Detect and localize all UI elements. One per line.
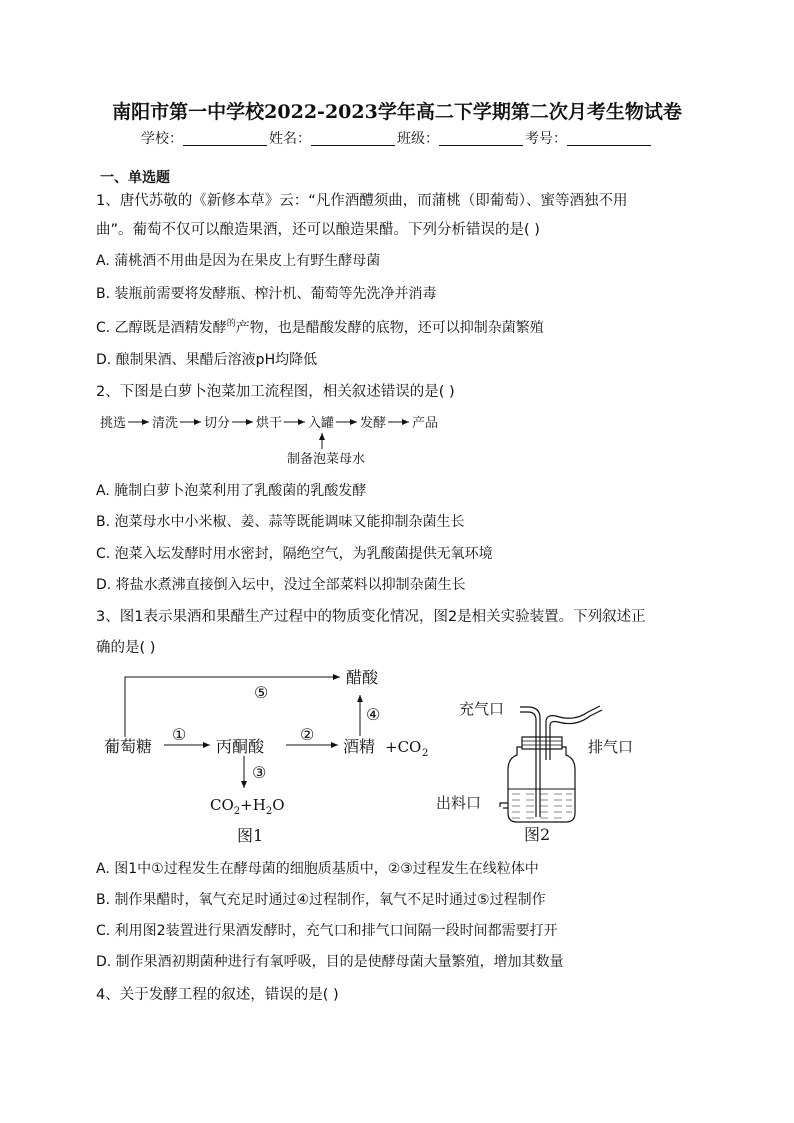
q1-option-c-part1: C. 乙醇既是酒精发酵 xyxy=(96,320,227,336)
fig1-alcohol: 酒精 xyxy=(343,737,376,756)
fig1-label-5: ⑤ xyxy=(254,683,269,702)
fig2-inlet-label: 充气口 xyxy=(459,700,505,718)
q3-stem-line2: 确的是( ) xyxy=(96,640,156,656)
fig1-co2h2o-b: +H xyxy=(240,796,266,814)
q2-option-b: B. 泡菜母水中小米椒、姜、蒜等既能调味又能抑制杂菌生长 xyxy=(96,514,465,530)
q2-option-a: A. 腌制白萝卜泡菜利用了乳酸菌的乳酸发酵 xyxy=(96,483,367,499)
fig1-glucose: 葡萄糖 xyxy=(104,737,153,756)
q1-option-b: B. 装瓶前需要将发酵瓶、榨汁机、葡萄等先洗净并消毒 xyxy=(96,286,437,302)
q1-option-c-sup: 的 xyxy=(226,319,236,329)
flow-step-1: 挑选 xyxy=(100,416,127,431)
q1-option-d: D. 酿制果酒、果醋后溶液pH均降低 xyxy=(96,352,318,368)
name-label: 姓名： xyxy=(269,131,311,147)
q1-stem-line1: 1、唐代苏敬的《新修本草》云：“凡作酒醴须曲，而蒲桃（即葡萄）、蜜等酒独不用 xyxy=(96,193,628,209)
fig2-stopper xyxy=(522,737,562,749)
flow-step-3: 切分 xyxy=(204,416,231,431)
fig1-co2h2o-a: CO xyxy=(210,796,234,814)
fig1-plus-co2: +CO xyxy=(385,738,422,756)
fig2-discharge-spout xyxy=(500,803,508,807)
q2-option-d: D. 将盐水煮沸直接倒入坛中，没过全部菜料以抑制杂菌生长 xyxy=(96,577,466,593)
fig1-label-2: ② xyxy=(300,725,315,744)
flow-input-label: 制备泡菜母水 xyxy=(287,452,366,467)
class-label: 班级： xyxy=(397,131,439,147)
fig1-co2h2o-sub2: 2 xyxy=(265,806,273,817)
q2-option-c: C. 泡菜入坛发酵时用水密封，隔绝空气，为乳酸菌提供无氧环境 xyxy=(96,546,493,562)
fig1-co2h2o-sub1: 2 xyxy=(233,806,241,817)
flow-step-7: 产品 xyxy=(412,416,439,431)
q3-option-b: B. 制作果醋时，氧气充足时通过④过程制作，氧气不足时通过⑤过程制作 xyxy=(96,892,546,908)
fig1-label-1: ① xyxy=(172,725,187,744)
fig1-label-3: ③ xyxy=(252,763,267,782)
fig1-caption: 图1 xyxy=(237,826,264,845)
flow-step-6: 发酵 xyxy=(360,416,387,431)
q3-option-d: D. 制作果酒初期菌种进行有氧呼吸，目的是使酵母菌大量繁殖，增加其数量 xyxy=(96,954,564,970)
flow-step-5: 入罐 xyxy=(308,416,335,431)
exam-title: 南阳市第一中学校2022-2023学年高二下学期第二次月考生物试卷 xyxy=(112,101,682,123)
fig1-acetic: 醋酸 xyxy=(346,668,379,687)
number-label: 考号： xyxy=(525,131,567,147)
q3-option-a: A. 图1中①过程发生在酵母菌的细胞质基质中，②③过程发生在线粒体中 xyxy=(96,861,539,877)
school-label: 学校： xyxy=(141,131,183,147)
section-title: 一、单选题 xyxy=(100,170,170,186)
q1-option-c-part2: 产物，也是醋酸发酵的底物，还可以抑制杂菌繁殖 xyxy=(235,320,544,336)
q4-stem: 4、关于发酵工程的叙述，错误的是( ) xyxy=(96,987,339,1003)
fig1-pyruvate: 丙酮酸 xyxy=(216,737,265,756)
q2-stem: 2、下图是白萝卜泡菜加工流程图，相关叙述错误的是( ) xyxy=(96,384,455,400)
fig2-bottle xyxy=(508,747,575,822)
q1-option-a: A. 蒲桃酒不用曲是因为在果皮上有野生酵母菌 xyxy=(96,253,381,269)
fig2-discharge-label: 出料口 xyxy=(436,794,482,812)
flow-step-2: 清洗 xyxy=(152,416,179,431)
q3-option-c: C. 利用图2装置进行果酒发酵时，充气口和排气口间隔一段时间都需要打开 xyxy=(96,923,558,939)
fig2-caption: 图2 xyxy=(524,825,551,844)
flow-step-4: 烘干 xyxy=(256,416,283,431)
q3-stem-line1: 3、图1表示果酒和果醋生产过程中的物质变化情况，图2是相关实验装置。下列叙述正 xyxy=(96,609,646,625)
q1-stem-line2: 曲”。葡萄不仅可以酿造果酒，还可以酿造果醋。下列分析错误的是( ) xyxy=(96,222,540,238)
fig1-plus-co2-sub: 2 xyxy=(422,748,429,759)
fig2-outlet-label: 排气口 xyxy=(588,738,634,756)
fig1-label-4: ④ xyxy=(366,705,381,724)
fig1-co2h2o-c: O xyxy=(272,796,285,814)
